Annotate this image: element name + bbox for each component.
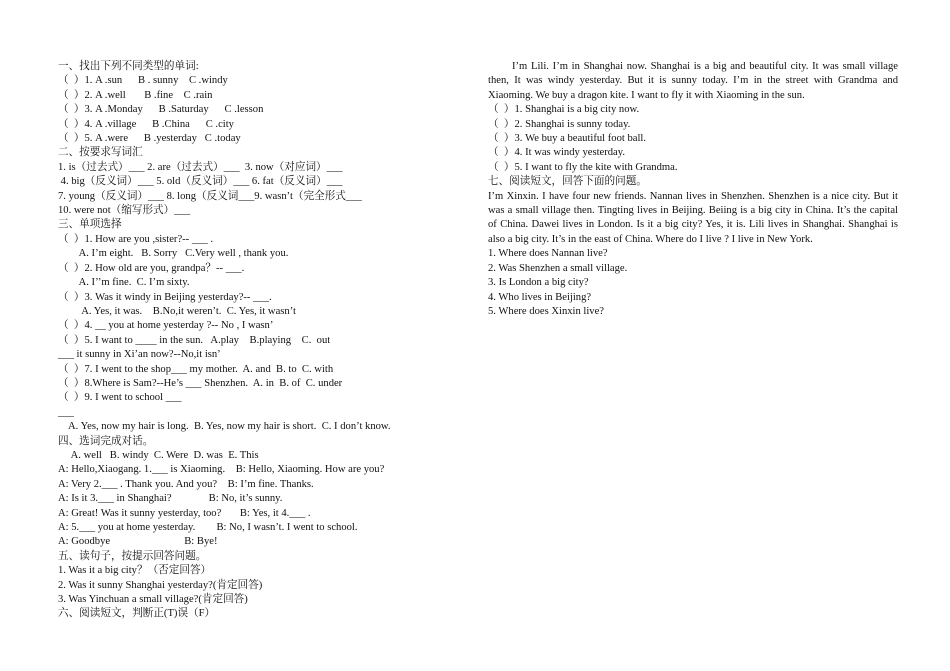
question-item: 4. Who lives in Beijing?	[488, 291, 592, 303]
judge-item: （ ）2. Shanghai is sunny today.	[488, 118, 631, 130]
section4-item: A: Is it 3.___ in Shanghai? B: No, it’s sunny.	[58, 493, 283, 505]
section1-item: （ ）4. A .village B .China C .city	[58, 118, 234, 130]
section7-heading: 七、阅读短文，回答下面的问题。	[488, 176, 647, 188]
section3-item: A. I’’m fine. C. I’m sixty.	[58, 277, 190, 289]
section3-item: ___ it sunny in Xi’an now?--No,it isn’	[58, 349, 221, 361]
section1-heading: 一、找出下列不同类型的单词:	[58, 61, 199, 72]
section2-item: 4. big（反义词）___ 5. old（反义词）___ 6. fat（反义词）___	[58, 176, 343, 188]
section1-item: （ ）2. A .well B .fine C .rain	[58, 89, 213, 101]
section3-item: （ ）9. I went to school ___	[58, 392, 182, 404]
section3-item: （ ）2. How old are you, grandpa？-- ___.	[58, 262, 245, 274]
right-column	[488, 60, 898, 319]
judge-item: （ ）3. We buy a beautiful foot ball.	[488, 133, 647, 145]
question-item: 5. Where does Xinxin live?	[488, 305, 605, 317]
section3-item: A. Yes, it was. B.No,it weren’t. C. Yes, it wasn’t	[58, 305, 296, 317]
section4-item: A: Goodbye B: Bye!	[58, 536, 218, 548]
section3-heading: 三、单项选择	[58, 219, 122, 231]
section3-item: ___	[58, 406, 74, 418]
section3-item: A. Yes, now my hair is long. B. Yes, now my hair is short. C. I don’t know.	[58, 421, 391, 433]
section5-item: 3. Was Yinchuan a small village?(肯定回答)	[58, 594, 248, 606]
section1-item: （ ）3. A .Monday B .Saturday C .lesson	[58, 104, 264, 116]
section3-item: A. I’m eight. B. Sorry C.Very well , thank you.	[58, 248, 289, 260]
section4-item: A: Hello,Xiaogang. 1.___ is Xiaoming. B: Hello, Xiaoming. How are you?	[58, 464, 385, 476]
section3-item: （ ）8.Where is Sam?--He’s ___ Shenzhen. A. in B. of C. under	[58, 377, 343, 389]
section6-heading: 六、阅读短文，判断正(T)误（F）	[58, 608, 216, 620]
question-item: 1. Where does Nannan live?	[488, 248, 608, 260]
question-item: 2. Was Shenzhen a small village.	[488, 262, 628, 274]
section3-item: （ ）4. __ you at home yesterday ?-- No , I wasn’	[58, 320, 274, 332]
section4-heading: 四、选词完成对话。	[58, 435, 154, 447]
judge-item: （ ）5. I want to fly the kite with Grandma.	[488, 161, 678, 173]
section2-item: 10. were not（缩写形式）___	[58, 205, 191, 217]
section4-item: A: Very 2.___ . Thank you. And you? B: I’m fine. Thanks.	[58, 478, 314, 490]
section4-item: A: Great! Was it sunny yesterday, too? B: Yes, it 4.___ .	[58, 507, 311, 519]
section5-item: 2. Was it sunny Shanghai yesterday?(肯定回答)	[58, 579, 263, 591]
section1-item: （ ）1. A .sun B . sunny C .windy	[58, 75, 228, 87]
section5-item: 1. Was it a big city？（否定回答）	[58, 565, 212, 577]
section1-item: （ ）5. A .were B .yesterday C .today	[58, 133, 241, 145]
section2-heading: 二、按要求写词汇	[58, 147, 143, 159]
judge-item: （ ）4. It was windy yesterday.	[488, 147, 626, 159]
section4-item: A. well B. windy C. Were D. was E. This	[58, 449, 259, 461]
section4-item: A: 5.___ you at home yesterday. B: No, I wasn’t. I went to school.	[58, 522, 358, 533]
section2-item: 1. is（过去式）___ 2. are（过去式）___ 3. now（对应词）___	[58, 161, 343, 173]
reading-passage-1: I’m Lili. I’m in Shanghai now. Shanghai is a big and beautiful city. It was small village then, It was windy yesterday. But it is sunny today. I’m in the street with Grandma and Xiaoming. We buy a dragon kite. I want to fly it with Xiaoming in the sun.	[488, 61, 898, 101]
question-item: 3. Is London a big city?	[488, 277, 589, 289]
section3-item: （ ）5. I want to ____ in the sun. A.play B.playing C. out	[58, 334, 331, 346]
section3-item: （ ）3. Was it windy in Beijing yesterday?-- ___.	[58, 291, 272, 303]
section3-item: （ ）1. How are you ,sister?-- ___ .	[58, 233, 214, 245]
section5-heading: 五、读句子，按提示回答问题。	[58, 550, 207, 562]
left-column	[58, 60, 453, 622]
section2-item: 7. young（反义词）___ 8. long（反义词___9. wasn’t（完全形式___	[58, 190, 362, 202]
reading-passage-2: I’m Xinxin. I have four new friends. Nannan lives in Shenzhen. Shenzhen is a nice city. But it was a small village then. Tingting lives in Beijing. Beiing is a big city in China. It’s the capital of China. Dawei lives in London. Is it a big city? Yes, it is. Lili lives in Shanghai. Shanghai is also a big city. It’s in the east of China. Where do I live ? I live in New York.	[488, 190, 898, 245]
section3-item: （ ）7. I went to the shop___ my mother. A. and B. to C. with	[58, 363, 334, 375]
judge-item: （ ）1. Shanghai is a big city now.	[488, 104, 640, 116]
